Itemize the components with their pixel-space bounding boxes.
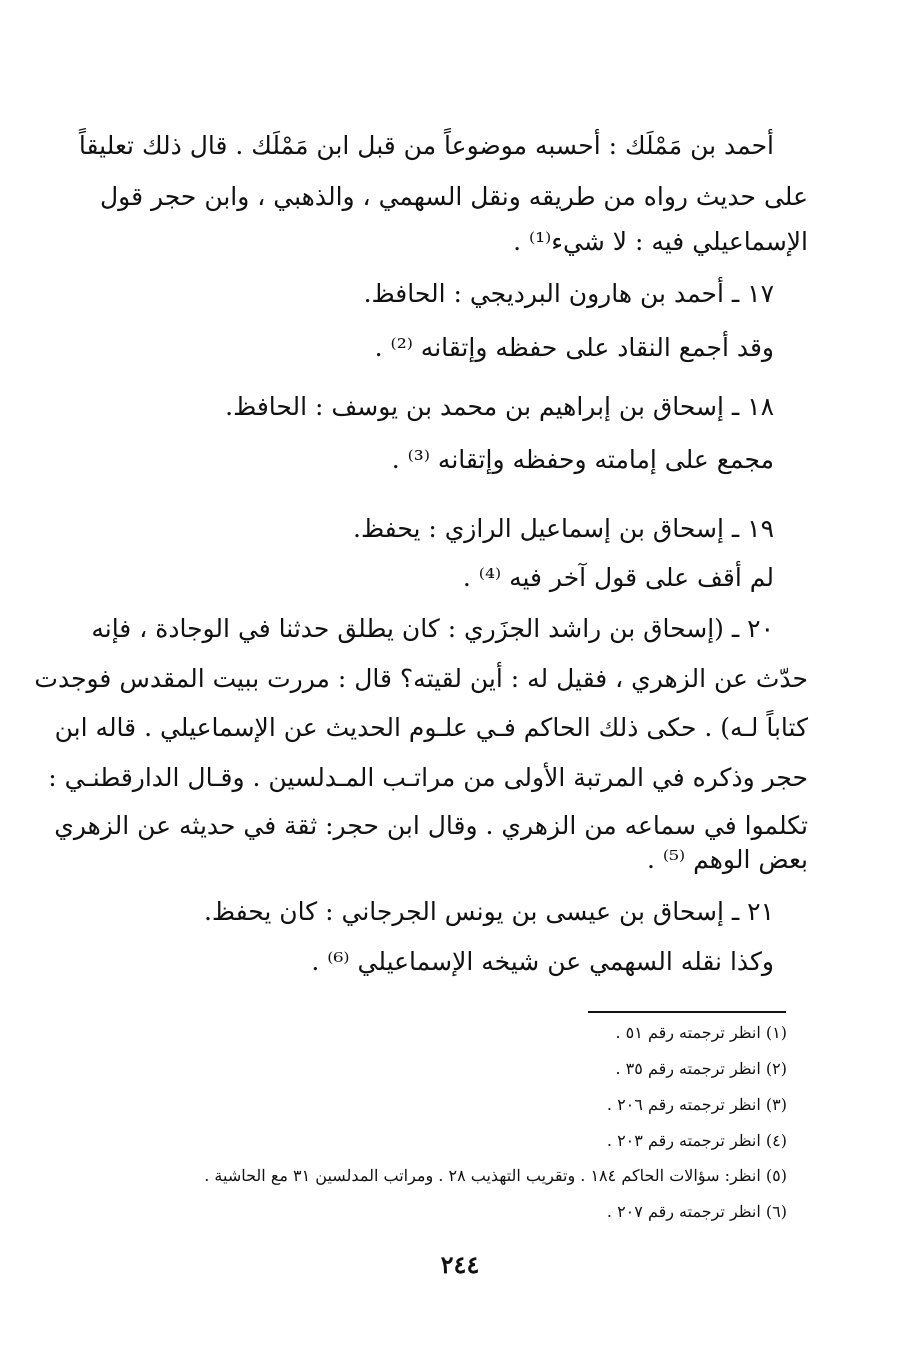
- entry-19-note: لم أقف على قول آخر فيه ⁽⁴⁾ .: [462, 563, 774, 592]
- footnote-1: (١) انظر ترجمته رقم ٥١ .: [615, 1023, 787, 1042]
- footnote-4: (٤) انظر ترجمته رقم ٢٠٣ .: [606, 1131, 787, 1150]
- paragraph-line: على حديث رواه من طريقه ونقل السهمي ، والذهبي ، وابن حجر قول: [100, 182, 808, 211]
- entry-18-title: ١٨ ـ إسحاق بن إبراهيم بن محمد بن يوسف : الحافظ.: [225, 392, 774, 421]
- entry-17-note: وقد أجمع النقاد على حفظه وإتقانه ⁽²⁾ .: [374, 333, 774, 362]
- paragraph-line: أحمد بن مَمْلَك : أحسبه موضوعاً من قبل ابن مَمْلَك . قال ذلك تعليقاً: [78, 131, 774, 160]
- footnote-6: (٦) انظر ترجمته رقم ٢٠٧ .: [606, 1202, 787, 1221]
- entry-20-line: بعض الوهم ⁽⁵⁾ .: [646, 845, 808, 874]
- footnote-separator: [588, 1011, 786, 1013]
- entry-21-title: ٢١ ـ إسحاق بن عيسى بن يونس الجرجاني : كان يحفظ.: [203, 897, 774, 926]
- footnote-3: (٣) انظر ترجمته رقم ٢٠٦ .: [606, 1095, 787, 1114]
- entry-20-line: تكلموا في سماعه من الزهري . وقال ابن حجر: ثقة في حديثه عن الزهري: [54, 811, 808, 840]
- entry-20-line: حدّث عن الزهري ، فقيل له : أين لقيته؟ قال : مررت ببيت المقدس فوجدت: [34, 664, 808, 693]
- entry-20-line: ٢٠ ـ (إسحاق بن راشد الجزَري : كان يطلق حدثنا في الوجادة ، فإنه: [91, 614, 774, 643]
- footnote-5: (٥) انظر: سؤالات الحاكم ١٨٤ . وتقريب التهذيب ٢٨ . ومراتب المدلسين ٣١ مع الحاشية .: [204, 1166, 787, 1185]
- entry-19-title: ١٩ ـ إسحاق بن إسماعيل الرازي : يحفظ.: [353, 514, 774, 543]
- footnote-2: (٢) انظر ترجمته رقم ٣٥ .: [615, 1059, 787, 1078]
- entry-18-note: مجمع على إمامته وحفظه وإتقانه ⁽³⁾ .: [391, 445, 774, 474]
- entry-20-line: كتاباً لـه) . حكى ذلك الحاكم فـي علـوم الحديث عن الإسماعيلي . قاله ابن: [54, 713, 808, 742]
- paragraph-line: الإسماعيلي فيه : لا شيء⁽¹⁾ .: [513, 227, 808, 256]
- entry-20-line: حجر وذكره في المرتبة الأولى من مراتـب المـدلسين . وقـال الدارقطنـي :: [48, 763, 808, 792]
- entry-17-title: ١٧ ـ أحمد بن هارون البرديجي : الحافظ.: [363, 279, 774, 308]
- entry-21-note: وكذا نقله السهمي عن شيخه الإسماعيلي ⁽⁶⁾ .: [311, 947, 774, 976]
- page-number: ٢٤٤: [440, 1250, 480, 1279]
